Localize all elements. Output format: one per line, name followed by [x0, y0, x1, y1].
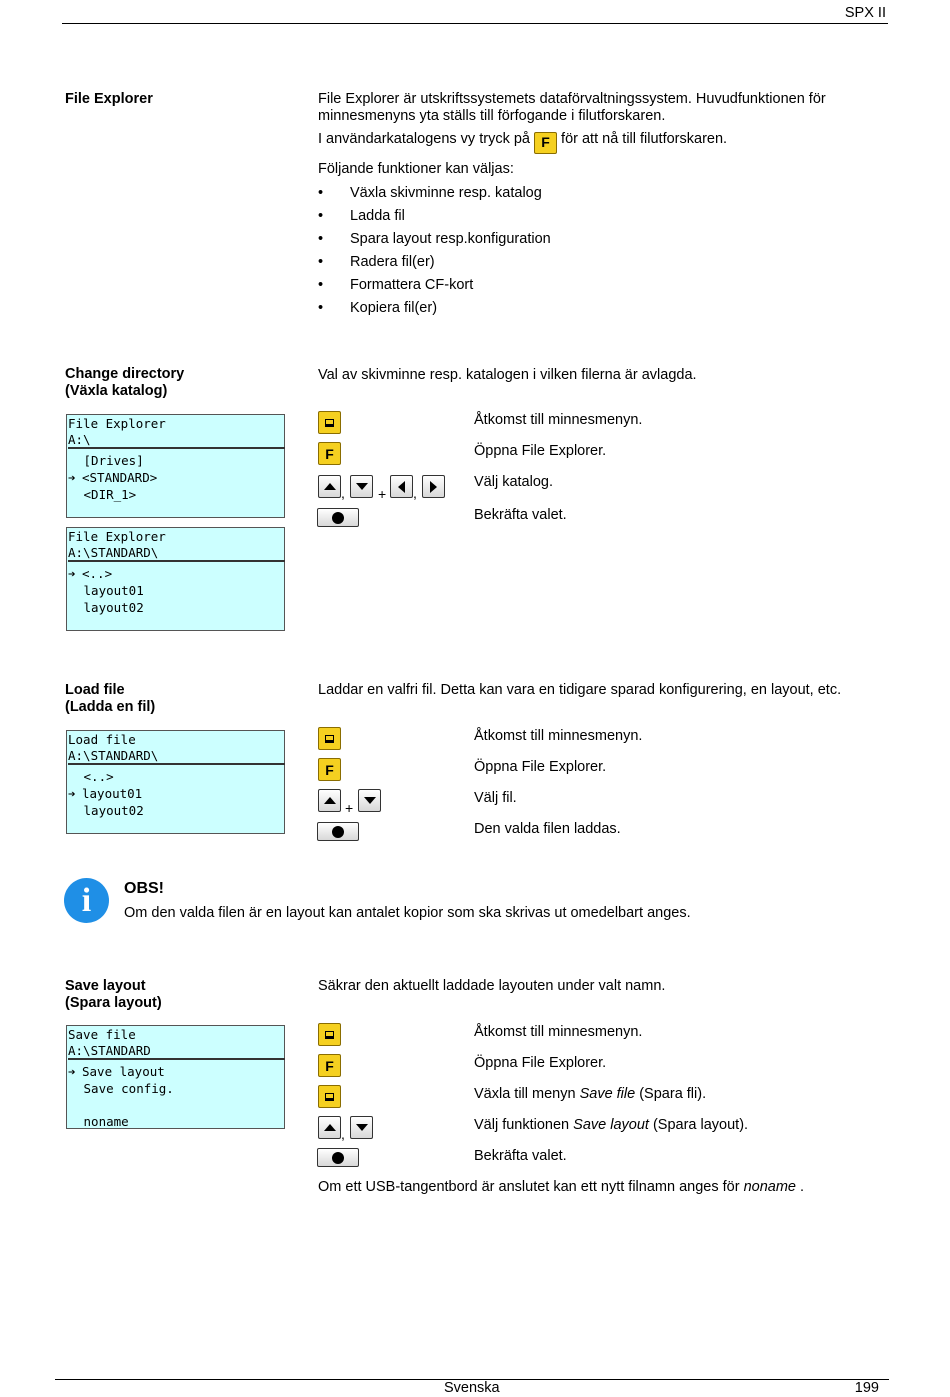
outro-part: Om ett USB-tangentbord är anslutet kan ett nytt filnamn anges för — [318, 1179, 744, 1195]
step-text-part: (Spara fli). — [635, 1086, 707, 1102]
cursor-arrow-icon: ➔ — [68, 1064, 76, 1079]
footer-language: Svenska — [444, 1380, 500, 1396]
list-item: • Radera fil(er) — [318, 254, 551, 277]
step-text: Bekräfta valet. — [474, 1148, 567, 1164]
menu-key-icon — [318, 411, 341, 434]
step-text-part: Växla till menyn — [474, 1086, 580, 1102]
step-text: Åtkomst till minnesmenyn. — [474, 412, 643, 428]
section-subtitle-change-directory: (Växla katalog) — [65, 383, 168, 399]
arrow-up-key-icon — [318, 475, 341, 498]
section-subtitle-save-layout: (Spara layout) — [65, 995, 162, 1011]
enter-key-icon — [317, 822, 359, 841]
section-title-file-explorer: File Explorer — [65, 91, 153, 107]
header-title: SPX II — [844, 5, 886, 21]
lcd-line: layout01 — [82, 786, 143, 801]
f-key-icon: F — [318, 1054, 341, 1077]
lcd-line: <DIR_1> — [76, 487, 137, 502]
step-text: Öppna File Explorer. — [474, 443, 607, 459]
cursor-arrow-icon: ➔ — [68, 786, 76, 801]
cursor-arrow-icon: ➔ — [68, 470, 76, 485]
enter-key-icon — [317, 1148, 359, 1167]
lcd-line: A:\ — [68, 432, 91, 447]
outro-part: . — [795, 1179, 805, 1195]
lcd-line: Save config. — [76, 1081, 174, 1096]
lcd-display — [66, 527, 285, 631]
f-key-icon: F — [318, 442, 341, 465]
function-list — [318, 185, 551, 323]
press-after: för att nå till filutforskaren. — [561, 131, 728, 147]
lcd-line: <..> — [82, 566, 113, 581]
lcd-line: layout02 — [76, 803, 144, 818]
file-explorer-press — [318, 131, 878, 154]
separator: , — [413, 485, 417, 501]
cursor-arrow-icon: ➔ — [68, 566, 76, 581]
step-text-emphasis: Save file — [579, 1086, 636, 1102]
separator: + — [345, 800, 354, 816]
header-divider — [62, 23, 888, 24]
load-file-intro: Laddar en valfri fil. Detta kan vara en tidigare sparad konfigurering, en layout, etc. — [318, 682, 842, 698]
info-icon: i — [64, 878, 109, 923]
page-number: 199 — [854, 1380, 879, 1396]
list-item: • Spara layout resp.konfiguration — [318, 231, 551, 254]
step-text-emphasis: Save layout — [573, 1117, 649, 1133]
list-item: • Växla skivminne resp. katalog — [318, 185, 551, 208]
press-before: I användarkatalogens vy tryck på — [318, 131, 530, 147]
lcd-line: A:\STANDARD\ — [68, 545, 159, 560]
lcd-line: File Explorer — [68, 529, 166, 544]
lcd-display — [66, 1025, 285, 1129]
lcd-line: noname — [76, 1114, 129, 1129]
step-text — [474, 1086, 706, 1103]
list-item: • Kopiera fil(er) — [318, 300, 551, 323]
step-text: Öppna File Explorer. — [474, 759, 607, 775]
lcd-line: layout01 — [76, 583, 144, 598]
step-text: Den valda filen laddas. — [474, 821, 621, 837]
outro-emphasis: noname — [743, 1179, 796, 1195]
save-layout-intro: Säkrar den aktuellt laddade layouten under valt namn. — [318, 978, 666, 994]
lcd-line: Load file — [68, 732, 136, 747]
lcd-line: <STANDARD> — [82, 470, 158, 485]
menu-key-icon — [318, 727, 341, 750]
arrow-down-key-icon — [350, 1116, 373, 1139]
section-title-load-file: Load file — [65, 682, 125, 698]
note-text: Om den valda filen är en layout kan antalet kopior som ska skrivas ut omedelbart anges. — [124, 905, 691, 921]
menu-key-icon — [318, 1023, 341, 1046]
step-text-part: Välj funktionen — [474, 1117, 574, 1133]
step-text: Öppna File Explorer. — [474, 1055, 607, 1071]
lcd-display — [66, 414, 285, 518]
f-key-icon: F — [318, 758, 341, 781]
section-title-change-directory: Change directory — [65, 366, 185, 382]
arrow-right-key-icon — [422, 475, 445, 498]
menu-key-icon — [318, 1085, 341, 1108]
arrow-up-key-icon — [318, 1116, 341, 1139]
list-item: • Ladda fil — [318, 208, 551, 231]
file-explorer-choose: Följande funktioner kan väljas: — [318, 161, 514, 177]
lcd-line: <..> — [76, 769, 114, 784]
arrow-down-key-icon — [358, 789, 381, 812]
enter-key-icon — [317, 508, 359, 527]
arrow-up-key-icon — [318, 789, 341, 812]
lcd-line: A:\STANDARD — [68, 1043, 151, 1058]
save-layout-outro — [318, 1179, 878, 1196]
note-title: OBS! — [124, 880, 164, 897]
separator: + — [378, 486, 387, 502]
section-subtitle-load-file: (Ladda en fil) — [65, 699, 156, 715]
step-text — [474, 1117, 748, 1134]
lcd-line: layout02 — [76, 600, 144, 615]
file-explorer-intro: File Explorer är utskriftssystemets dataförvaltningssystem. Huvudfunktionen för minnesmenyns yta ställs till förfogande i filutforskaren. — [318, 91, 826, 124]
list-item: • Formattera CF-kort — [318, 277, 551, 300]
lcd-display — [66, 730, 285, 834]
separator: , — [341, 485, 345, 501]
step-text: Välj fil. — [474, 790, 517, 806]
lcd-line: A:\STANDARD\ — [68, 748, 159, 763]
arrow-left-key-icon — [390, 475, 413, 498]
lcd-line: Save file — [68, 1027, 136, 1042]
separator: , — [341, 1126, 345, 1142]
step-text: Åtkomst till minnesmenyn. — [474, 1024, 643, 1040]
lcd-line: [Drives] — [76, 453, 144, 468]
lcd-line: File Explorer — [68, 416, 166, 431]
change-directory-intro: Val av skivminne resp. katalogen i vilken filerna är avlagda. — [318, 367, 697, 383]
step-text: Åtkomst till minnesmenyn. — [474, 728, 643, 744]
lcd-line: Save layout — [82, 1064, 165, 1079]
step-text-part: (Spara layout). — [648, 1117, 749, 1133]
arrow-down-key-icon — [350, 475, 373, 498]
f-key-icon: F — [534, 132, 557, 154]
step-text: Välj katalog. — [474, 474, 553, 490]
step-text: Bekräfta valet. — [474, 507, 567, 523]
section-title-save-layout: Save layout — [65, 978, 146, 994]
